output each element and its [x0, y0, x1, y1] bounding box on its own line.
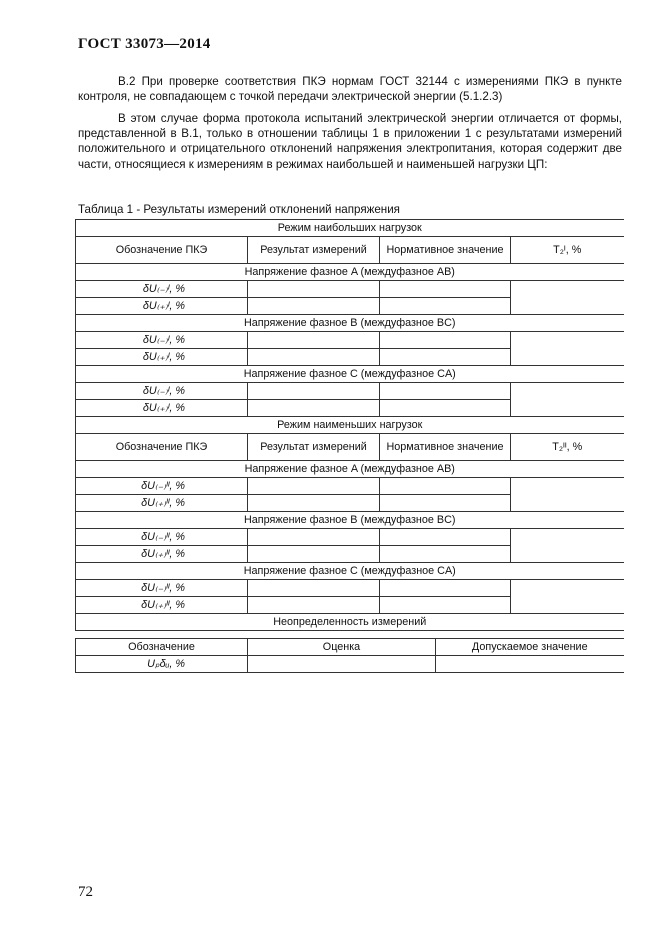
document-header: ГОСТ 33073—2014	[78, 36, 211, 52]
mode-max-header: Режим наибольших нагрузок	[76, 220, 624, 237]
col-result-header: Результат измерений	[248, 237, 380, 264]
page-number: 72	[78, 884, 93, 900]
table-row-label: Uₚδᵤ, %	[76, 656, 248, 673]
col-result-header: Результат измерений	[248, 434, 380, 461]
phase-c-header: Напряжение фазное C (междуфазное CA)	[76, 563, 624, 580]
table-row-label: δU₍₋₎ᴵᴵ, %	[76, 529, 248, 546]
table-row-label: δU₍₊₎ᴵᴵ, %	[76, 546, 248, 563]
table-row-label: δU₍₋₎ᴵ, %	[76, 383, 248, 400]
phase-b-header: Напряжение фазное B (междуфазное BC)	[76, 512, 624, 529]
table-row-label: δU₍₊₎ᴵᴵ, %	[76, 597, 248, 614]
phase-b-header: Напряжение фазное B (междуфазное BC)	[76, 315, 624, 332]
table-row-label: δU₍₋₎ᴵ, %	[76, 332, 248, 349]
uncertainty-header: Неопределенность измерений	[76, 614, 624, 631]
mode-min-header: Режим наименьших нагрузок	[76, 417, 624, 434]
table-row-label: δU₍₊₎ᴵ, %	[76, 349, 248, 366]
paragraph-form-description: В этом случае форма протокола испытаний электрической энергии отличается от формы, представленной в В.1, только в отношении таблицы 1 в приложении 1 с результатами измерений положительного и отрицательного отклонений напряжения электропитания, которая содержит две части, относящиеся к измерениям в режимах наибольшей и наименьшей нагрузки ЦП:	[78, 112, 622, 171]
col-norm-header: Нормативное значение	[380, 237, 511, 264]
table-row-label: δU₍₋₎ᴵ, %	[76, 281, 248, 298]
col-norm-header: Нормативное значение	[380, 434, 511, 461]
table-row-label: δU₍₋₎ᴵᴵ, %	[76, 580, 248, 597]
table-row-label: δU₍₊₎ᴵ, %	[76, 298, 248, 315]
unc-col-designation: Обозначение	[76, 639, 248, 656]
col-t2-header: T₂ᴵᴵ, %	[511, 434, 624, 461]
col-pke-header: Обозначение ПКЭ	[76, 237, 248, 264]
table-caption: Таблица 1 - Результаты измерений отклонений напряжения	[78, 203, 400, 216]
unc-col-estimate: Оценка	[248, 639, 436, 656]
phase-a-header: Напряжение фазное A (междуфазное AB)	[76, 264, 624, 281]
col-pke-header: Обозначение ПКЭ	[76, 434, 248, 461]
voltage-deviation-table	[75, 219, 624, 631]
uncertainty-table	[75, 638, 624, 673]
col-t2-header: T₂ᴵ, %	[511, 237, 624, 264]
table-row-label: δU₍₋₎ᴵᴵ, %	[76, 478, 248, 495]
table-row-label: δU₍₊₎ᴵ, %	[76, 400, 248, 417]
table-row-label: δU₍₊₎ᴵᴵ, %	[76, 495, 248, 512]
phase-a-header: Напряжение фазное A (междуфазное AB)	[76, 461, 624, 478]
phase-c-header: Напряжение фазное C (междуфазное CA)	[76, 366, 624, 383]
unc-col-allowed: Допускаемое значение	[436, 639, 624, 656]
paragraph-b2: В.2 При проверке соответствия ПКЭ нормам ГОСТ 32144 с измерениями ПКЭ в пункте контроля, не совпадающем с точкой передачи электрической энергии (5.1.2.3)	[78, 75, 622, 104]
